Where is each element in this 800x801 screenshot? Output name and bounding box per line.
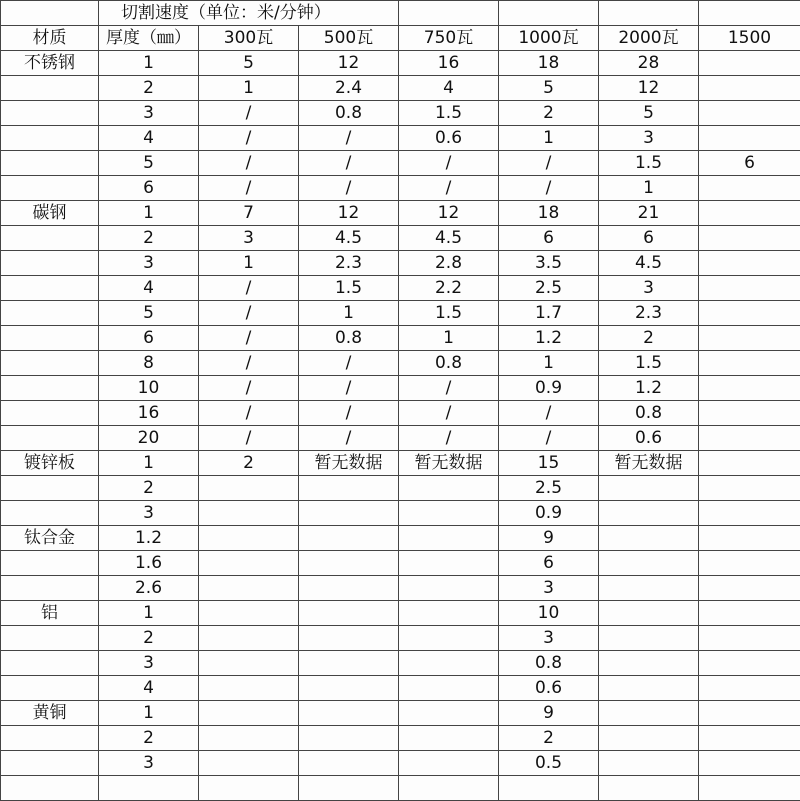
speed-cell: 0.8 <box>299 101 399 126</box>
speed-cell <box>599 551 699 576</box>
speed-cell <box>699 376 800 401</box>
speed-cell: 2.4 <box>299 76 399 101</box>
speed-cell: 16 <box>399 51 499 76</box>
speed-cell: 6 <box>499 226 599 251</box>
header-cell: 1500 <box>699 26 800 51</box>
speed-cell: / <box>399 401 499 426</box>
thickness-cell: 10 <box>99 376 199 401</box>
speed-cell <box>699 601 800 626</box>
speed-cell <box>299 726 399 751</box>
speed-cell: 3 <box>599 126 699 151</box>
speed-cell: 1 <box>199 76 299 101</box>
thickness-cell: 1 <box>99 451 199 476</box>
speed-cell: / <box>199 301 299 326</box>
table-row <box>1 176 800 201</box>
speed-cell: 7 <box>199 201 299 226</box>
header-cell: 厚度（㎜） <box>99 26 199 51</box>
thickness-cell: 3 <box>99 501 199 526</box>
speed-cell: / <box>299 151 399 176</box>
speed-cell <box>399 676 499 701</box>
speed-cell: / <box>199 176 299 201</box>
speed-cell: 1.5 <box>399 101 499 126</box>
speed-cell <box>699 51 800 76</box>
thickness-cell: 4 <box>99 676 199 701</box>
material-cell <box>1 151 99 176</box>
speed-cell <box>699 526 800 551</box>
speed-cell <box>699 351 800 376</box>
speed-cell <box>699 426 800 451</box>
material-cell <box>1 126 99 151</box>
material-cell <box>1 376 99 401</box>
speed-cell <box>299 626 399 651</box>
speed-cell: 0.9 <box>499 376 599 401</box>
speed-cell <box>299 476 399 501</box>
material-cell <box>1 426 99 451</box>
material-cell <box>1 501 99 526</box>
speed-cell: 0.8 <box>399 351 499 376</box>
speed-cell: / <box>299 126 399 151</box>
material-cell: 镀锌板 <box>1 451 99 476</box>
thickness-cell: 16 <box>99 401 199 426</box>
speed-cell <box>699 101 800 126</box>
table-row <box>1 426 800 451</box>
speed-cell <box>299 501 399 526</box>
thickness-cell: 2 <box>99 626 199 651</box>
speed-cell: / <box>199 101 299 126</box>
header-cell: 500瓦 <box>299 26 399 51</box>
speed-cell: 1.5 <box>299 276 399 301</box>
table-row <box>1 626 800 651</box>
thickness-cell: 2.6 <box>99 576 199 601</box>
speed-cell: / <box>499 151 599 176</box>
speed-cell <box>199 701 299 726</box>
header-cell: 300瓦 <box>199 26 299 51</box>
table-row <box>1 101 800 126</box>
thickness-cell: 2 <box>99 476 199 501</box>
speed-cell <box>399 476 499 501</box>
material-cell <box>1 101 99 126</box>
speed-cell: 12 <box>599 76 699 101</box>
title-blank-cell <box>399 1 499 26</box>
speed-cell: 暂无数据 <box>599 451 699 476</box>
speed-cell: 1.5 <box>599 351 699 376</box>
speed-cell <box>699 451 800 476</box>
thickness-cell: 4 <box>99 126 199 151</box>
speed-cell: 1 <box>199 251 299 276</box>
speed-cell: 1.7 <box>499 301 599 326</box>
speed-cell: 2 <box>499 726 599 751</box>
thickness-cell: 2 <box>99 76 199 101</box>
table-row <box>1 351 800 376</box>
speed-cell: 0.9 <box>499 501 599 526</box>
speed-cell: 5 <box>599 101 699 126</box>
speed-cell <box>299 651 399 676</box>
material-cell <box>1 726 99 751</box>
speed-cell <box>599 501 699 526</box>
material-cell: 钛合金 <box>1 526 99 551</box>
material-cell <box>1 301 99 326</box>
table-row <box>1 476 800 501</box>
speed-cell: 2.8 <box>399 251 499 276</box>
speed-cell: / <box>199 351 299 376</box>
table-row <box>1 401 800 426</box>
thickness-cell: 2 <box>99 726 199 751</box>
material-cell <box>1 276 99 301</box>
speed-cell <box>599 651 699 676</box>
speed-cell <box>199 601 299 626</box>
speed-cell <box>699 476 800 501</box>
speed-cell: 0.6 <box>499 676 599 701</box>
speed-cell <box>399 726 499 751</box>
speed-cell: 4.5 <box>599 251 699 276</box>
speed-cell <box>699 701 800 726</box>
speed-cell: 2.3 <box>599 301 699 326</box>
table-title: 切割速度（单位：米/分钟） <box>99 1 399 26</box>
speed-cell <box>599 576 699 601</box>
speed-cell: 12 <box>299 201 399 226</box>
thickness-cell: 6 <box>99 176 199 201</box>
speed-cell: 12 <box>399 201 499 226</box>
table-row <box>1 276 800 301</box>
speed-cell <box>699 551 800 576</box>
table-row <box>1 526 800 551</box>
thickness-cell: 20 <box>99 426 199 451</box>
speed-cell <box>299 751 399 776</box>
speed-cell <box>399 651 499 676</box>
speed-cell <box>299 526 399 551</box>
speed-cell <box>399 701 499 726</box>
table-row <box>1 576 800 601</box>
table-row <box>1 451 800 476</box>
speed-cell <box>699 751 800 776</box>
speed-cell: 1 <box>499 351 599 376</box>
speed-cell: 3 <box>199 226 299 251</box>
speed-cell: 0.5 <box>499 751 599 776</box>
speed-cell <box>199 626 299 651</box>
header-cell: 材质 <box>1 26 99 51</box>
thickness-cell: 3 <box>99 251 199 276</box>
speed-cell: 1.5 <box>399 301 499 326</box>
speed-cell <box>399 526 499 551</box>
material-cell <box>1 626 99 651</box>
speed-cell: / <box>499 176 599 201</box>
speed-cell <box>599 626 699 651</box>
speed-cell <box>199 726 299 751</box>
table-row <box>1 651 800 676</box>
thickness-cell: 6 <box>99 326 199 351</box>
thickness-cell: 1.6 <box>99 551 199 576</box>
speed-cell: 1 <box>299 301 399 326</box>
speed-cell <box>699 401 800 426</box>
speed-cell <box>299 601 399 626</box>
speed-cell: / <box>399 151 499 176</box>
speed-cell: 6 <box>599 226 699 251</box>
speed-cell <box>599 676 699 701</box>
speed-cell: / <box>199 151 299 176</box>
speed-cell: 18 <box>499 51 599 76</box>
header-row <box>1 26 800 51</box>
material-cell <box>1 751 99 776</box>
table-row <box>1 376 800 401</box>
material-cell: 碳钢 <box>1 201 99 226</box>
speed-cell: 2.2 <box>399 276 499 301</box>
speed-cell <box>299 701 399 726</box>
title-blank-cell <box>599 1 699 26</box>
material-cell <box>1 401 99 426</box>
speed-cell <box>699 576 800 601</box>
material-cell <box>1 651 99 676</box>
thickness-cell: 1 <box>99 201 199 226</box>
speed-cell <box>199 576 299 601</box>
speed-cell: 2 <box>599 326 699 351</box>
speed-cell: 9 <box>499 526 599 551</box>
speed-cell <box>699 726 800 751</box>
speed-cell: / <box>199 426 299 451</box>
material-cell <box>1 251 99 276</box>
speed-cell <box>299 551 399 576</box>
title-blank-cell <box>499 1 599 26</box>
speed-cell: 5 <box>199 51 299 76</box>
thickness-cell: 8 <box>99 351 199 376</box>
speed-cell: 28 <box>599 51 699 76</box>
speed-cell: 0.8 <box>499 651 599 676</box>
speed-cell: 6 <box>699 151 800 176</box>
speed-cell: / <box>299 401 399 426</box>
speed-cell: 1.5 <box>599 151 699 176</box>
material-cell <box>1 76 99 101</box>
material-cell: 铝 <box>1 601 99 626</box>
material-cell: 不锈钢 <box>1 51 99 76</box>
speed-cell <box>699 226 800 251</box>
thickness-cell: 1.2 <box>99 526 199 551</box>
header-cell: 750瓦 <box>399 26 499 51</box>
speed-cell <box>699 76 800 101</box>
speed-cell: 5 <box>499 76 599 101</box>
speed-cell <box>199 476 299 501</box>
speed-cell: / <box>199 276 299 301</box>
speed-cell: 2 <box>199 451 299 476</box>
speed-cell: / <box>199 376 299 401</box>
header-cell: 2000瓦 <box>599 26 699 51</box>
thickness-cell: 4 <box>99 276 199 301</box>
speed-cell: / <box>399 176 499 201</box>
speed-cell: 2.5 <box>499 276 599 301</box>
thickness-cell: 5 <box>99 151 199 176</box>
speed-cell <box>299 676 399 701</box>
speed-cell <box>699 301 800 326</box>
speed-cell: 2 <box>499 101 599 126</box>
table-row <box>1 751 800 776</box>
speed-cell: 10 <box>499 601 599 626</box>
table-row <box>1 151 800 176</box>
speed-cell: 9 <box>499 701 599 726</box>
speed-cell: / <box>399 376 499 401</box>
speed-cell: 1 <box>399 326 499 351</box>
title-row <box>1 1 800 26</box>
speed-cell: / <box>299 176 399 201</box>
table-row <box>1 251 800 276</box>
speed-cell: / <box>499 426 599 451</box>
table-row <box>1 301 800 326</box>
speed-cell <box>699 251 800 276</box>
speed-cell: 18 <box>499 201 599 226</box>
speed-cell: / <box>399 426 499 451</box>
speed-cell: 0.8 <box>599 401 699 426</box>
material-cell <box>1 176 99 201</box>
thickness-cell: 3 <box>99 101 199 126</box>
speed-cell: 3 <box>499 626 599 651</box>
speed-cell <box>299 576 399 601</box>
speed-cell <box>199 551 299 576</box>
table-row <box>1 601 800 626</box>
table-row <box>1 51 800 76</box>
speed-cell: / <box>299 426 399 451</box>
speed-cell: 暂无数据 <box>399 451 499 476</box>
speed-cell <box>699 651 800 676</box>
thickness-cell: 5 <box>99 301 199 326</box>
speed-cell: / <box>299 351 399 376</box>
speed-cell <box>599 751 699 776</box>
speed-cell <box>599 726 699 751</box>
speed-cell <box>699 676 800 701</box>
speed-cell: 3.5 <box>499 251 599 276</box>
speed-cell <box>699 326 800 351</box>
speed-cell: 1.2 <box>599 376 699 401</box>
thickness-cell: 1 <box>99 701 199 726</box>
speed-cell <box>699 201 800 226</box>
speed-cell <box>399 626 499 651</box>
speed-cell <box>199 676 299 701</box>
table-row <box>1 501 800 526</box>
speed-cell: 12 <box>299 51 399 76</box>
table-row <box>1 201 800 226</box>
material-cell <box>1 476 99 501</box>
speed-cell: 2.5 <box>499 476 599 501</box>
speed-cell <box>699 626 800 651</box>
speed-cell <box>599 701 699 726</box>
title-blank-cell <box>699 1 800 26</box>
material-cell <box>1 226 99 251</box>
speed-cell: / <box>499 401 599 426</box>
table-row <box>1 76 800 101</box>
speed-cell: 15 <box>499 451 599 476</box>
speed-cell <box>699 501 800 526</box>
table-row <box>1 701 800 726</box>
speed-cell <box>599 476 699 501</box>
speed-cell: 4.5 <box>299 226 399 251</box>
speed-cell <box>599 526 699 551</box>
speed-cell: 1.2 <box>499 326 599 351</box>
speed-cell: 4.5 <box>399 226 499 251</box>
speed-cell: 3 <box>599 276 699 301</box>
header-cell: 1000瓦 <box>499 26 599 51</box>
speed-cell: 2.3 <box>299 251 399 276</box>
speed-cell: 0.8 <box>299 326 399 351</box>
speed-cell <box>399 576 499 601</box>
speed-cell: 暂无数据 <box>299 451 399 476</box>
thickness-cell: 2 <box>99 226 199 251</box>
speed-cell <box>399 601 499 626</box>
speed-cell: / <box>199 326 299 351</box>
thickness-cell: 3 <box>99 751 199 776</box>
material-cell <box>1 351 99 376</box>
speed-cell <box>399 501 499 526</box>
table-row <box>1 551 800 576</box>
table-row <box>1 226 800 251</box>
speed-cell: 1 <box>499 126 599 151</box>
speed-cell: 3 <box>499 576 599 601</box>
material-cell <box>1 551 99 576</box>
speed-cell: 0.6 <box>599 426 699 451</box>
speed-cell <box>699 276 800 301</box>
table-row <box>1 126 800 151</box>
speed-cell: / <box>199 126 299 151</box>
material-cell <box>1 676 99 701</box>
thickness-cell: 3 <box>99 651 199 676</box>
speed-cell <box>699 126 800 151</box>
material-cell <box>1 326 99 351</box>
speed-cell <box>199 526 299 551</box>
speed-cell: 6 <box>499 551 599 576</box>
table-row <box>1 326 800 351</box>
thickness-cell: 1 <box>99 601 199 626</box>
speed-cell <box>699 176 800 201</box>
speed-cell <box>599 601 699 626</box>
table-row <box>1 676 800 701</box>
speed-cell: 4 <box>399 76 499 101</box>
speed-cell: / <box>299 376 399 401</box>
title-blank-cell <box>1 1 99 26</box>
material-cell: 黄铜 <box>1 701 99 726</box>
speed-cell <box>199 651 299 676</box>
speed-cell: 0.6 <box>399 126 499 151</box>
speed-cell: / <box>199 401 299 426</box>
material-cell <box>1 576 99 601</box>
thickness-cell: 1 <box>99 51 199 76</box>
speed-cell: 21 <box>599 201 699 226</box>
speed-cell: 1 <box>599 176 699 201</box>
speed-cell <box>399 751 499 776</box>
speed-cell <box>199 751 299 776</box>
table-row <box>1 726 800 751</box>
speed-cell <box>199 501 299 526</box>
speed-cell <box>399 551 499 576</box>
